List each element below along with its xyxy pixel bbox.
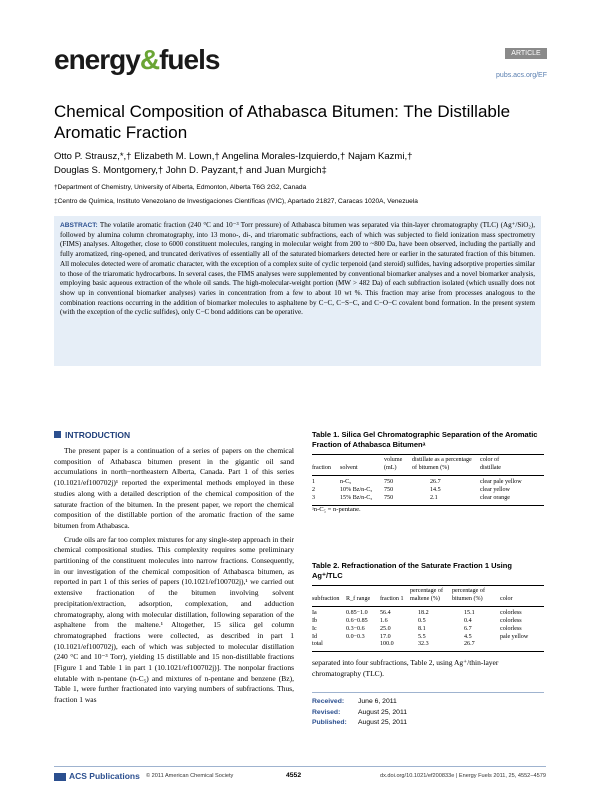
citation-doi[interactable]: dx.doi.org/10.1021/ef200833e | Energy Fuels 2011, 25, 4552−4579	[379, 773, 546, 779]
table-row: 3 15% Bz/n-C₅ 750 2.1 clear orange	[312, 494, 510, 501]
date-received: Received: June 6, 2011	[312, 698, 397, 705]
affiliation-2: ‡Centro de Química, Instituto Venezolano de Investigaciones Científicas (IVIC), Apartado 21827, Caracas 1020A, Venezuela	[54, 198, 418, 205]
date-revised: Revised: August 25, 2011	[312, 708, 408, 716]
affiliation-1: †Department of Chemistry, University of Alberta, Edmonton, Alberta T6G 2G2, Canada	[54, 184, 307, 191]
table-row: Ib 0.6−0.85 1.6 0.5 0.4 colorless	[312, 617, 522, 624]
date-published: Published: August 25, 2011	[312, 719, 408, 726]
abstract-label: ABSTRACT:	[60, 222, 98, 229]
logo-fuels: fuels	[159, 44, 220, 75]
table-row: 2 10% Bz/n-C₅ 750 14.5 clear yellow	[312, 486, 510, 493]
table-2	[312, 561, 544, 652]
acs-logo-icon	[54, 773, 66, 781]
table-1	[312, 430, 544, 513]
right-column-text: separated into four subfractions, Table 2, using Ag⁺/thin-layer chromatography (TLC).	[312, 658, 499, 678]
table-2-grid	[312, 588, 544, 649]
table-2-header-row: subfraction R_f range fraction 1 percentage of maltene (%) percentage of bitumen (%) color	[312, 588, 513, 602]
logo-energy: energy	[54, 44, 140, 75]
table-1-top-rule	[312, 454, 544, 455]
table-1-grid	[312, 457, 544, 503]
table-row: 1 n-C₅ 750 26.7 clear pale yellow	[312, 478, 522, 485]
table-1-caption: Table 1. Silica Gel Chromatographic Separation of the Aromatic Fraction of Athabasca Bitumenᵃ	[312, 430, 538, 449]
table-2-top-rule	[312, 585, 544, 586]
abstract-text: The volatile aromatic fraction (240 °C and 10⁻³ Torr pressure) of Athabasca bitumen was separated via thin-layer chromatography (TLC) (Ag⁺/SiO₂), followed by alumina column chromatography, into 13 mono-, di-, and triaromatic subfractions, each of which was subjected to field ionization mass spectrometry (FIMS) analyses. Altogether, close to 6000 constituent molecules, ranging in molecular weight from 200 to ~800 Da, have been observed, including the partially and fully aromatized, ring-opened, and truncated derivatives of essentially all of the saturated biomarkers detected here or earlier in the saturated fraction of this bitumen. All molecules detected were of aromatic character, with the exception of a complex suite of cyclic terpenoid (and steroid) sulfides, having adsorptive properties similar to those of the triaromatic hydrocarbons. In several cases, the FIMS analyses were supplemented by conventional biomarker analyses and a novel biomarker analysis, employing basic aqueous extraction of the whole oil sands. The high-molecular-weight portion (MW > 482 Da) of each subfraction isolated (which usually does not show up in conventional biomarker analyses) varies in concentration from a few to about 10 wt %. This fraction may arise from processes analogous to the combination reactions occurring in the addition of biomarker molecules to asphaltene by C−C, C−S−C, and C−O−C covalent bond formation. In the present system (with the exception of the cyclic sulfides), only C−C bond additions can be operative.	[60, 221, 535, 317]
table-2-bottom-rule	[312, 651, 544, 652]
table-row: Id 0.0−0.3 17.0 5.5 4.5 pale yellow	[312, 633, 529, 640]
journal-logo	[54, 44, 219, 76]
author-line-2: Douglas S. Montgomery,† John D. Payzant,† and Juan Murgich‡	[54, 165, 327, 176]
footer-rule	[54, 766, 546, 767]
logo-ampersand: &	[139, 44, 160, 75]
table-row: Ic 0.3−0.6 25.0 8.1 6.7 colorless	[312, 625, 522, 632]
journal-url[interactable]: pubs.acs.org/EF	[496, 72, 547, 79]
table-1-footnote: ᵃn-C₅ = n-pentane.	[312, 505, 361, 513]
section-square-icon	[54, 431, 61, 438]
introduction-body	[54, 446, 294, 709]
abstract-box	[54, 216, 541, 366]
table-1-header-row: fraction solvent volume (mL) distillate as a percentage of bitumen (%) color of distillate	[312, 457, 501, 471]
acs-publications-logo: ACS Publications	[54, 771, 140, 781]
page-footer	[54, 771, 546, 783]
intro-paragraph-2: Crude oils are far too complex mixtures for any single-step approach in their chemical compositional studies. This complexity requires some preliminary partitioning of the constituent molecules into narrow fractions. Consequently, in our investigation of the chemical composition of Athabasca bitumen, as reported in part 1 of this series of papers (10.1021/ef100702j),¹ we carried out extensive fractionation of the bitumen involving solvent precipitation/extraction, adsorption, complexation, and adduction chromatography, along with molecular distillation, following separation of the asphaltene from the maltene.¹ Altogether, 15 silica gel column chromatographed fractions were collected, as described in part 1 (10.1021/ef100702j), each of which was subjected to molecular distillation (240 °C and 10⁻³ Torr), yielding 15 distillable and 15 non-distillable fractions [Figure 1 and Table 1 in part 1 (10.1021/ef100702j)]. The nonpolar fractions elutable with n-pentane (n-C₅) and mixtures of n-pentane and benzene (Bz), Table 1, were further fractionated into varying numbers of subfractions. Thus, fraction 1 was	[54, 534, 294, 705]
copyright: © 2011 American Chemical Society	[146, 773, 234, 779]
table-row: Ia 0.85−1.0 56.4 18.2 15.1 colorless	[312, 609, 522, 616]
section-heading-introduction: INTRODUCTION	[54, 430, 130, 440]
dates-rule	[312, 692, 544, 693]
article-tag: ARTICLE	[505, 48, 547, 59]
page-title: Chemical Composition of Athabasca Bitumen: The Distillable Aromatic Fraction	[54, 102, 511, 142]
table-2-caption: Table 2. Refractionation of the Saturate Fraction 1 Using Ag⁺/TLC	[312, 561, 512, 580]
author-line-1: Otto P. Strausz,*,† Elizabeth M. Lown,† Angelina Morales-Izquierdo,† Najam Kazmi,†	[54, 151, 413, 162]
intro-paragraph-1: The present paper is a continuation of a series of papers on the chemical composition of Athabasca bitumen present in the gigantic oil sand accumulations in north−northeastern Alberta, Canada. Part 1 of this series (10.1021/ef100702j)¹ reported the experimental methods employed in these studies along with a detailed description of the chemical composition of the saturate fraction of the bitumen. In the present paper, we report the chemical composition of the distillable portion of the aromatic fraction of the same bitumen from Athabasca.	[54, 446, 294, 530]
author-list	[54, 150, 504, 178]
page-number: 4552	[286, 772, 302, 779]
table-row: total 100.0 32.3 26.7	[312, 641, 475, 648]
publication-dates	[312, 697, 544, 729]
